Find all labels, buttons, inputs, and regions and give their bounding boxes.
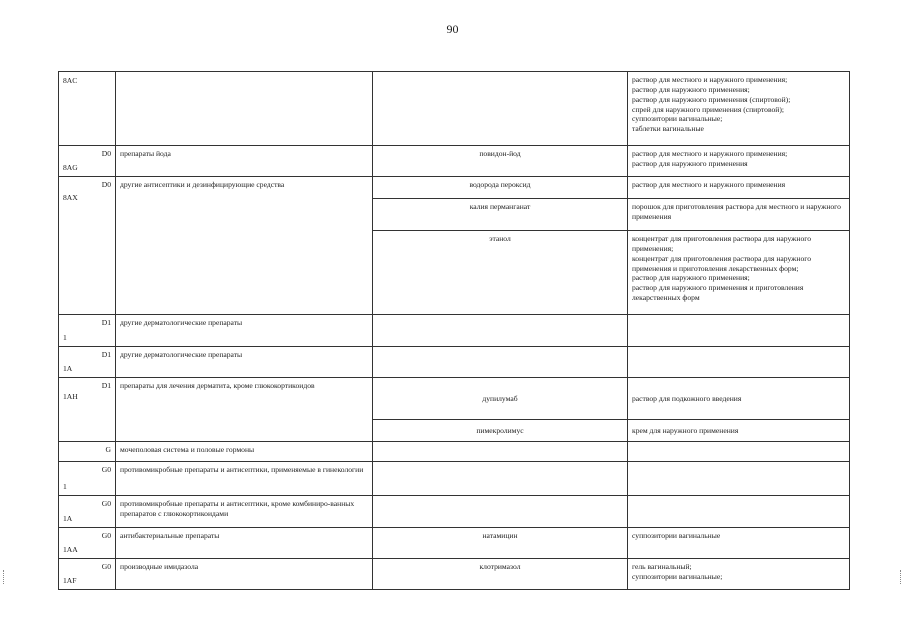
atc-name-cell: другие дерматологические препараты [116, 347, 373, 378]
atc-code-cell [59, 442, 116, 462]
dosage-form: концентрат для приготовления раствора для наружного применения; [632, 234, 811, 253]
table-row [59, 146, 850, 177]
dosage-form: раствор для местного и наружного применения; [632, 75, 788, 84]
dosage-form-cell [628, 146, 850, 177]
atc-code-prefix: D0 [101, 180, 111, 189]
table-row [59, 462, 850, 496]
table-row [59, 72, 850, 146]
scan-edge-mark [900, 570, 902, 584]
atc-code-prefix: G [105, 445, 111, 454]
drug-table [58, 71, 850, 590]
inn-cell [373, 315, 628, 347]
dosage-form-cell [628, 72, 850, 146]
atc-code-prefix: D1 [101, 381, 111, 390]
inn-cell: водорода пероксид [373, 177, 628, 199]
page-number: 90 [446, 22, 459, 36]
inn-cell: дупилумаб [373, 378, 628, 420]
atc-name-cell: производные имидазола [116, 559, 373, 590]
inn-cell: этанол [373, 231, 628, 315]
atc-code: 1 [63, 333, 67, 343]
atc-name-cell: антибактериальные препараты [116, 528, 373, 559]
dosage-form-cell [628, 462, 850, 496]
dosage-form-cell [628, 442, 850, 462]
atc-code-cell [59, 72, 116, 146]
dosage-form: порошок для приготовления раствора для местного и наружного применения [632, 202, 841, 221]
atc-code: 1 [63, 482, 67, 492]
atc-code-prefix: D0 [101, 149, 111, 158]
dosage-form-cell [628, 177, 850, 199]
atc-code: 1AA [63, 545, 78, 555]
dosage-form-cell [628, 496, 850, 528]
dosage-form: крем для наружного применения [632, 425, 739, 435]
atc-code-cell [59, 528, 116, 559]
dosage-form: раствор для наружного применения [632, 158, 748, 168]
atc-name-cell: препараты йода [116, 146, 373, 177]
table-row [59, 496, 850, 528]
table-row [59, 442, 850, 462]
atc-code-cell [59, 496, 116, 528]
dosage-form-cell [628, 231, 850, 315]
dosage-form-cell [628, 347, 850, 378]
dosage-form: раствор для наружного применения; [632, 273, 750, 283]
table-row [59, 315, 850, 347]
atc-name-cell: противомикробные препараты и антисептики, кроме комбиниро-ванных препаратов с глюкокортикоидами [116, 496, 373, 528]
inn-cell [373, 462, 628, 496]
dosage-form: раствор для местного и наружного применения [632, 180, 786, 189]
atc-code-prefix: G0 [101, 499, 111, 508]
inn-cell [373, 72, 628, 146]
dosage-form: суппозитории вагинальные [632, 531, 721, 540]
atc-code-prefix: G0 [101, 562, 111, 571]
inn-cell [373, 347, 628, 378]
atc-code-cell [59, 146, 116, 177]
dosage-form-cell [628, 559, 850, 590]
dosage-form-cell [628, 199, 850, 231]
atc-code-cell [59, 177, 116, 315]
atc-code-cell [59, 462, 116, 496]
table-row [59, 378, 850, 420]
table-row [59, 177, 850, 199]
inn-cell: калия перманганат [373, 199, 628, 231]
atc-name-cell: другие дерматологические препараты [116, 315, 373, 347]
dosage-form-cell [628, 315, 850, 347]
inn-cell [373, 496, 628, 528]
atc-code: 8AC [63, 76, 78, 85]
atc-code-cell [59, 315, 116, 347]
table-row [59, 528, 850, 559]
atc-code: 1AF [63, 576, 77, 586]
atc-code-cell [59, 347, 116, 378]
dosage-form-cell [628, 528, 850, 559]
dosage-form: раствор для наружного применения (спиртовой); [632, 94, 791, 104]
atc-name-cell: другие антисептики и дезинфицирующие средства [116, 177, 373, 315]
atc-code-prefix: G0 [101, 465, 111, 474]
atc-name-cell [116, 72, 373, 146]
atc-code-prefix: G0 [101, 531, 111, 540]
inn-cell [373, 442, 628, 462]
dosage-form: таблетки вагинальные [632, 124, 704, 134]
dosage-form: раствор для местного и наружного применения; [632, 149, 788, 158]
atc-name-cell: противомикробные препараты и антисептики, применяемые в гинекологии [116, 462, 373, 496]
atc-name-cell: препараты для лечения дерматита, кроме глюкокортикоидов [116, 378, 373, 442]
dosage-form: суппозитории вагинальные; [632, 571, 723, 581]
dosage-form: раствор для наружного применения; [632, 84, 750, 94]
dosage-form: концентрат для приготовления раствора для наружного применения и приготовления лекарственных форм; [632, 253, 811, 273]
atc-code-prefix: D1 [101, 318, 111, 327]
atc-code-cell [59, 559, 116, 590]
inn-cell: натамицин [373, 528, 628, 559]
atc-code: 1AH [63, 392, 78, 401]
dosage-form: спрей для наружного применения (спиртовой); [632, 104, 784, 114]
atc-code: 1A [63, 514, 73, 524]
dosage-form: раствор для наружного применения и приготовления лекарственных форм [632, 283, 804, 303]
atc-code-prefix: D1 [101, 350, 111, 359]
table-row [59, 347, 850, 378]
atc-name-cell: мочеполовая система и половые гормоны [116, 442, 373, 462]
dosage-form-cell [628, 420, 850, 442]
atc-code: 8AG [63, 163, 78, 173]
dosage-form-cell [628, 378, 850, 420]
atc-code: 8AX [63, 193, 78, 202]
atc-code-cell [59, 378, 116, 442]
scan-edge-mark [3, 570, 5, 584]
atc-code: 1A [63, 364, 73, 374]
dosage-form: раствор для подкожного введения [632, 393, 742, 403]
inn-cell: клотримазол [373, 559, 628, 590]
dosage-form: суппозитории вагинальные; [632, 114, 723, 124]
dosage-form: гель вагинальный; [632, 562, 692, 571]
inn-cell: пимекролимус [373, 420, 628, 442]
inn-cell: повидон-йод [373, 146, 628, 177]
table-row [59, 559, 850, 590]
